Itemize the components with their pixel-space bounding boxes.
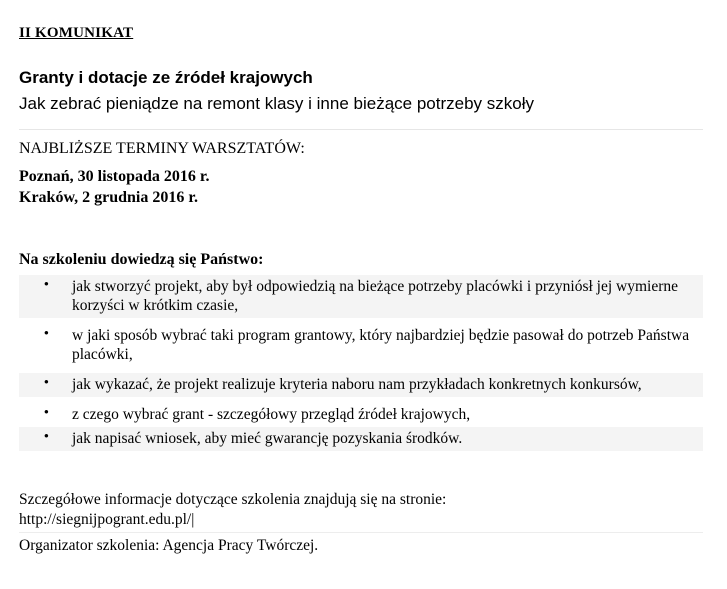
divider xyxy=(19,129,703,130)
bullet-icon xyxy=(19,429,72,446)
bullet-icon xyxy=(19,326,72,343)
info-paragraph xyxy=(19,490,446,530)
list-item-text: jak napisać wniosek, aby mieć gwarancję pozyskania środków. xyxy=(72,430,463,447)
list-item xyxy=(19,427,703,451)
learn-heading: Na szkoleniu dowiedzą się Państwo: xyxy=(19,251,264,268)
list-item xyxy=(19,373,703,397)
list-item xyxy=(19,324,703,367)
list-item-text: jak stworzyć projekt, aby był odpowiedzią na bieżące potrzeby placówki i przyniósł jej wymierne korzyści w krótkim czasie, xyxy=(72,278,679,314)
document-title: Granty i dotacje ze źródeł krajowych xyxy=(19,68,313,87)
bullet-icon xyxy=(19,375,72,392)
info-text: Szczegółowe informacje dotyczące szkolenia znajdują się na stronie: xyxy=(19,491,447,508)
bullet-icon xyxy=(19,277,72,294)
topics-list xyxy=(19,275,703,451)
announcement-heading: II KOMUNIKAT xyxy=(19,25,134,41)
document-subtitle: Jak zebrać pieniądze na remont klasy i inne bieżące potrzeby szkoły xyxy=(19,94,534,113)
organizer-text: Organizator szkolenia: Agencja Pracy Twórczej. xyxy=(19,537,319,554)
info-link[interactable]: http://siegnijpogrant.edu.pl/| xyxy=(19,511,195,528)
list-item xyxy=(19,275,703,318)
list-item-text: w jaki sposób wybrać taki program grantowy, który najbardziej będzie pasował do potrzeb Państwa placówki, xyxy=(72,327,690,363)
divider xyxy=(19,532,703,533)
term-item: Poznań, 30 listopada 2016 r. xyxy=(19,168,210,185)
list-item-text: jak wykazać, że projekt realizuje kryteria naboru nam przykładach konkretnych konkursów, xyxy=(72,376,642,393)
list-item xyxy=(19,403,703,427)
bullet-icon xyxy=(19,405,72,422)
terms-label: NAJBLIŻSZE TERMINY WARSZTATÓW: xyxy=(19,140,305,157)
term-item: Kraków, 2 grudnia 2016 r. xyxy=(19,189,198,206)
list-item-text: z czego wybrać grant - szczegółowy przegląd źródeł krajowych, xyxy=(72,406,471,423)
